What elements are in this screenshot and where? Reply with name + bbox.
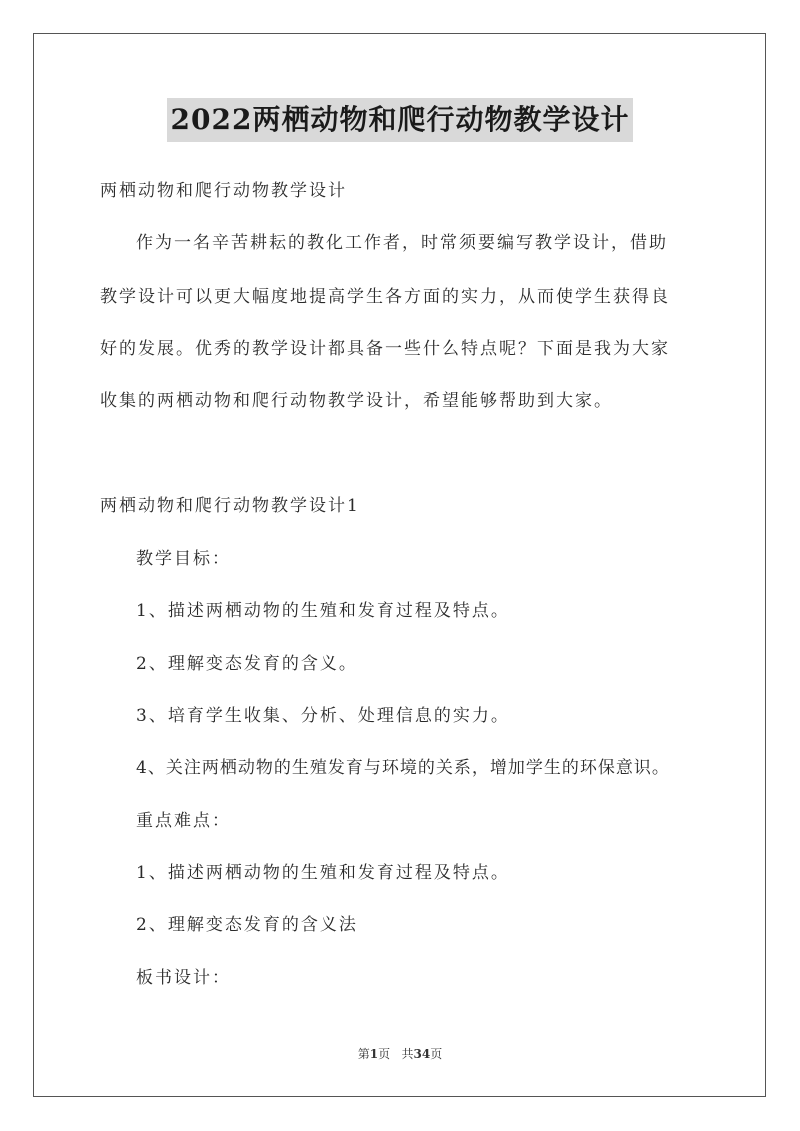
objective-item-4: 4、关注两栖动物的生殖发育与环境的关系，增加学生的环保意识。 <box>136 758 670 778</box>
document-title: 2022两栖动物和爬行动物教学设计 <box>167 98 634 142</box>
page-footer <box>0 1045 800 1062</box>
title-container <box>0 98 800 142</box>
footer-page-mid: 页 共 <box>378 1047 414 1061</box>
objective-item-3: 3、培育学生收集、分析、处理信息的实力。 <box>136 706 510 726</box>
key-point-item-1: 1、描述两栖动物的生殖和发育过程及特点。 <box>136 863 510 883</box>
objective-item-1: 1、描述两栖动物的生殖和发育过程及特点。 <box>136 601 510 621</box>
objectives-heading: 教学目标： <box>136 549 231 569</box>
objective-item-2: 2、理解变态发育的含义。 <box>136 654 358 674</box>
intro-line-1: 作为一名辛苦耕耘的教化工作者，时常须要编写教学设计，借助 <box>136 233 668 253</box>
section-heading: 两栖动物和爬行动物教学设计1 <box>100 496 360 516</box>
intro-line-4: 收集的两栖动物和爬行动物教学设计，希望能够帮助到大家。 <box>100 391 613 411</box>
intro-line-2: 教学设计可以更大幅度地提高学生各方面的实力，从而使学生获得良 <box>100 287 670 307</box>
key-point-item-2: 2、理解变态发育的含义法 <box>136 915 358 935</box>
document-subtitle: 两栖动物和爬行动物教学设计 <box>100 181 347 201</box>
board-design-heading: 板书设计： <box>136 968 231 988</box>
footer-page-suffix: 页 <box>430 1047 443 1061</box>
key-points-heading: 重点难点： <box>136 811 231 831</box>
footer-page-prefix: 第 <box>357 1047 370 1061</box>
footer-page-current: 1 <box>369 1047 379 1061</box>
intro-line-3: 好的发展。优秀的教学设计都具备一些什么特点呢？下面是我为大家 <box>100 339 670 359</box>
footer-page-total: 34 <box>413 1047 431 1061</box>
